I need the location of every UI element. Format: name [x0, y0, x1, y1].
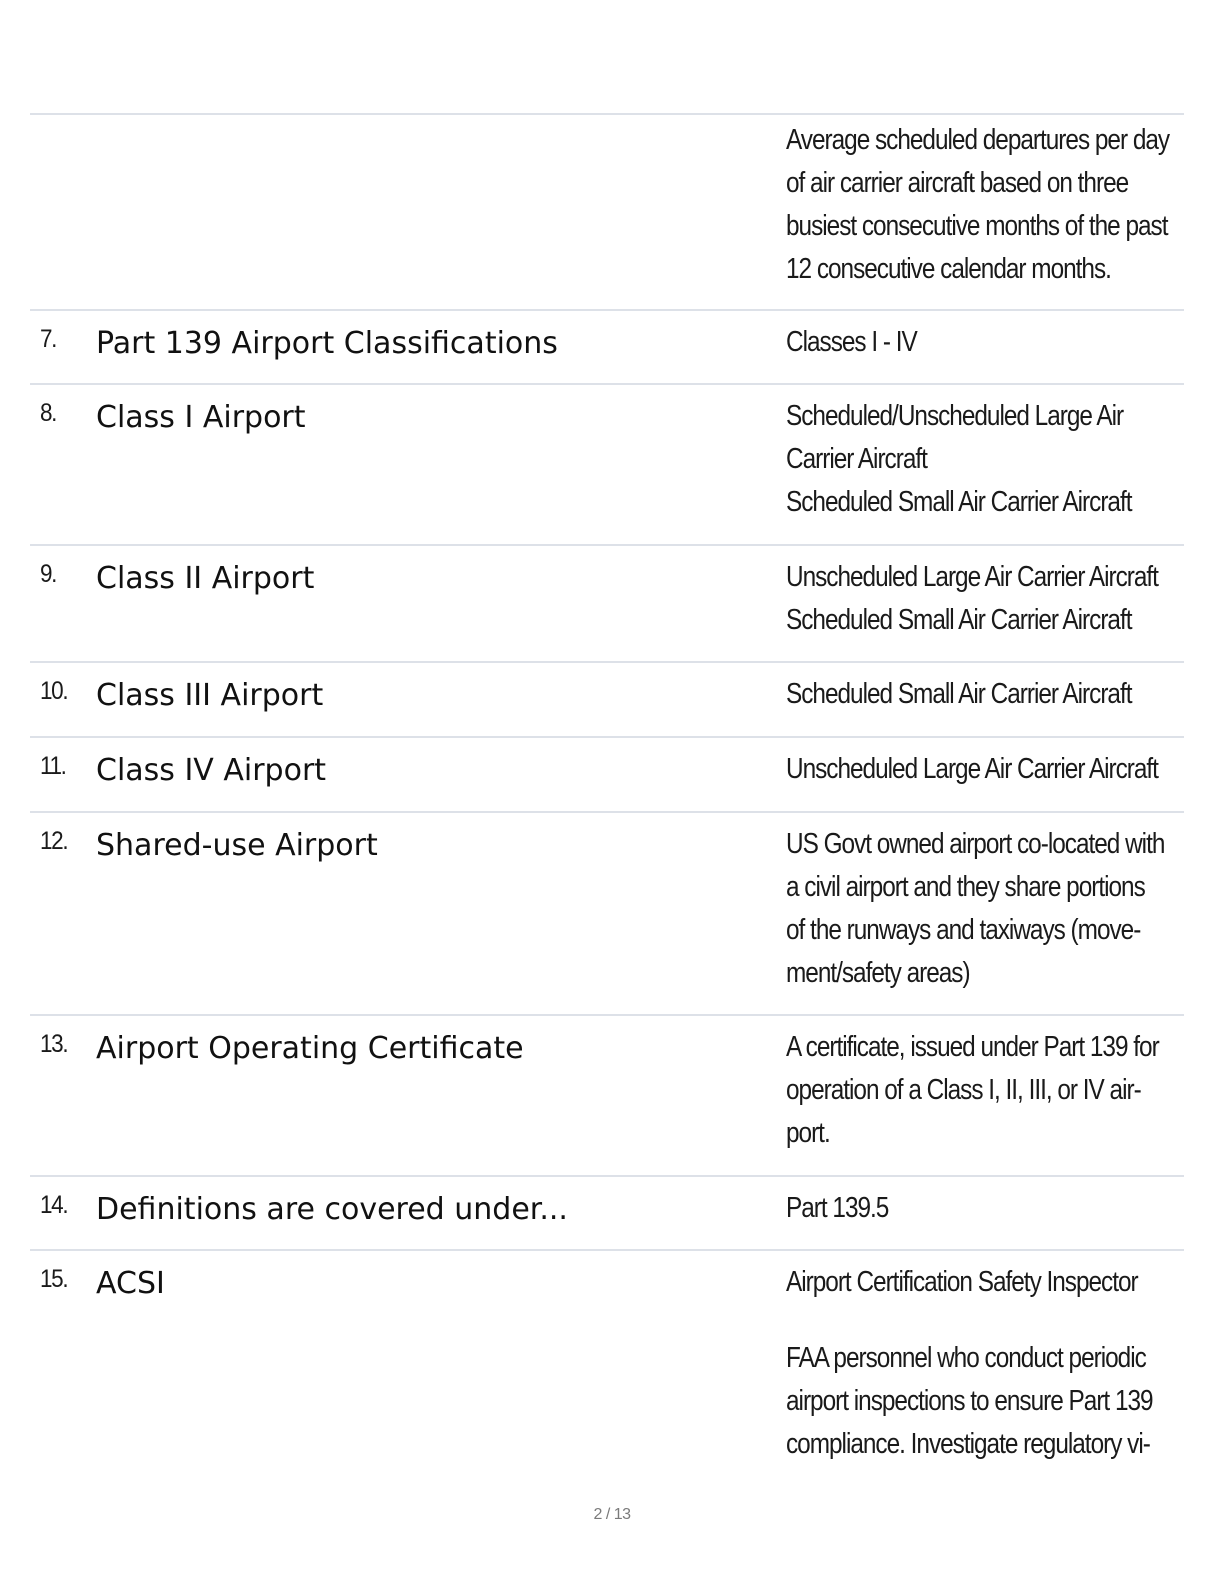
- card-term: Class III Airport: [96, 678, 324, 713]
- card-number: 14.: [40, 1191, 68, 1219]
- card-term: Class IV Airport: [96, 753, 327, 788]
- card-number: 7.: [40, 325, 57, 353]
- card-term: Class II Airport: [96, 561, 315, 596]
- page-number: 2 / 13: [593, 1506, 631, 1523]
- card-row: [30, 311, 1184, 383]
- card-number: 10.: [40, 677, 68, 705]
- card-definition: US Govt owned airport co-located with a civil airport and they share portions of the runways and taxiways (move- ment/safety areas): [786, 828, 1165, 989]
- card-number: 9.: [40, 560, 57, 588]
- card-number: 13.: [40, 1030, 68, 1058]
- card-definition: Scheduled/Unscheduled Large Air Carrier Aircraft Scheduled Small Air Carrier Aircraft: [786, 400, 1132, 518]
- card-row: [30, 1251, 1184, 1471]
- card-term: Airport Operating Certificate: [96, 1031, 524, 1066]
- card-definition: Unscheduled Large Air Carrier Aircraft: [786, 753, 1158, 785]
- card-term: Class I Airport: [96, 400, 306, 435]
- card-row: [30, 115, 1184, 309]
- card-row: [30, 546, 1184, 661]
- card-definition: Unscheduled Large Air Carrier Aircraft Scheduled Small Air Carrier Aircraft: [786, 561, 1158, 636]
- card-term: Definitions are covered under...: [96, 1192, 568, 1227]
- card-definition: Average scheduled departures per day of air carrier aircraft based on three busiest consecutive months of the past 12 consecutive calendar months.: [786, 124, 1170, 285]
- card-number: 15.: [40, 1265, 68, 1293]
- card-definition: A certificate, issued under Part 139 for operation of a Class I, II, III, or IV air- port.: [786, 1031, 1159, 1149]
- card-row: [30, 1016, 1184, 1175]
- card-row: [30, 813, 1184, 1014]
- card-term: Shared-use Airport: [96, 828, 378, 863]
- card-definition: Scheduled Small Air Carrier Aircraft: [786, 678, 1132, 710]
- card-definition: Airport Certification Safety Inspector FAA personnel who conduct periodic airport inspections to ensure Part 139 compliance. Investigate regulatory vi-: [786, 1266, 1153, 1460]
- card-row: [30, 385, 1184, 544]
- card-term: Part 139 Airport Classifications: [96, 326, 558, 361]
- card-number: 11.: [40, 752, 66, 780]
- flashcard-table: [30, 113, 1184, 1471]
- card-number: 12.: [40, 827, 68, 855]
- card-term: ACSI: [96, 1266, 165, 1301]
- card-row: [30, 663, 1184, 736]
- card-row: [30, 1177, 1184, 1249]
- card-row: [30, 738, 1184, 811]
- card-number: 8.: [40, 399, 57, 427]
- card-definition: Part 139.5: [786, 1192, 889, 1224]
- card-definition: Classes I - IV: [786, 326, 917, 358]
